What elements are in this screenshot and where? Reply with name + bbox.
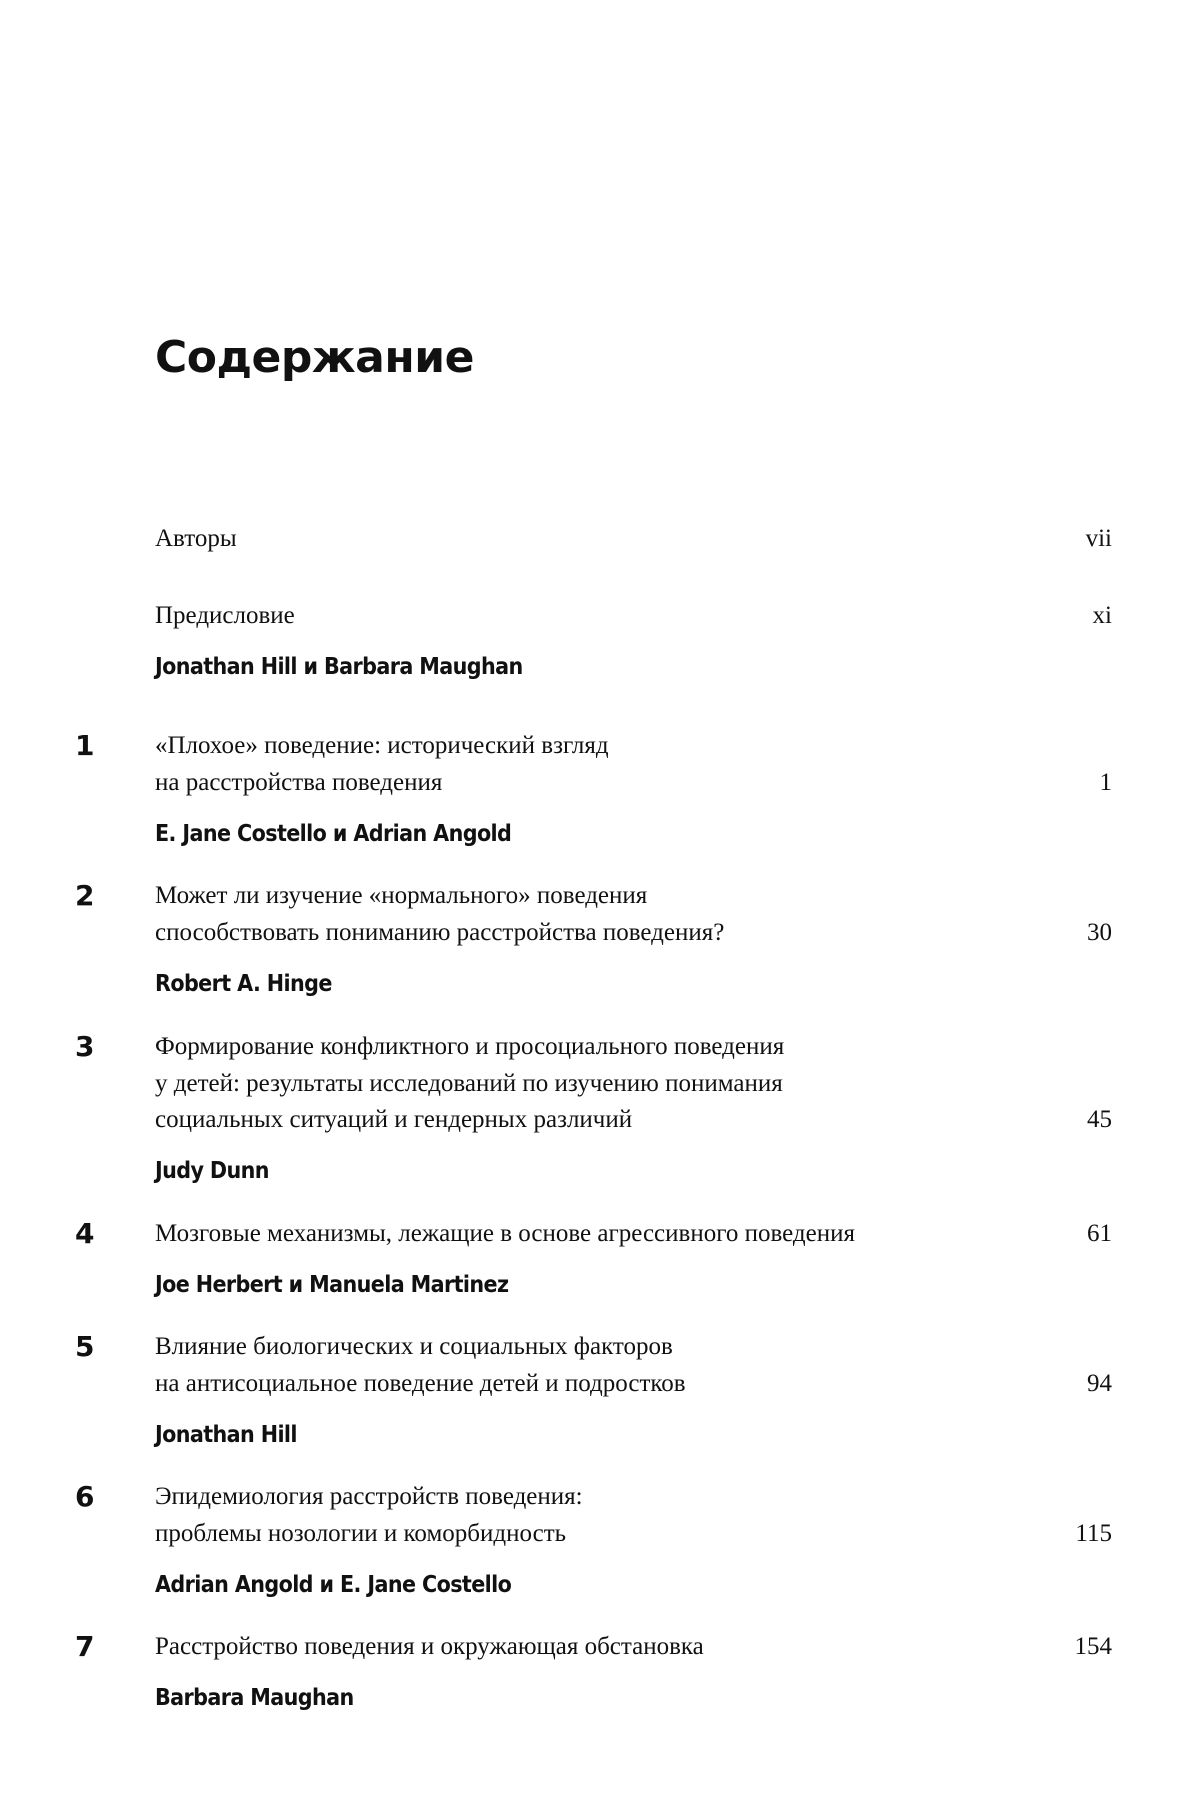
toc-entry-title: Предисловие [155,602,295,629]
chapter-number: 5 [75,1330,95,1363]
toc-entry-authors: E. Jane Costello и Adrian Angold [155,821,512,847]
toc-entry-authors: Jonathan Hill [155,1422,297,1448]
toc-entry-title: Мозговые механизмы, лежащие в основе агрессивного поведения [155,1220,855,1247]
toc-entry-authors: Jonathan Hill и Barbara Maughan [155,654,523,680]
toc-entry-title: «Плохое» поведение: исторический взгляд на расстройства поведения [155,732,609,796]
toc-entry-title: Расстройство поведения и окружающая обстановка [155,1633,704,1660]
toc-entry-authors: Robert A. Hinge [155,971,332,997]
page-title: Содержание [155,332,474,383]
toc-entry-page-number: 1 [1099,768,1112,796]
toc-entry-authors: Judy Dunn [155,1158,269,1184]
toc-entry-title: Эпидемиология расстройств поведения: проблемы нозологии и коморбидность [155,1483,583,1547]
toc-entry-page-number: vii [1085,525,1112,552]
toc-entry-title: Формирование конфликтного и просоциального поведения у детей: результаты исследований по изучению понимания социальных ситуаций и гендерных различий [155,1033,785,1133]
chapter-number: 3 [75,1030,95,1063]
toc-entry-page-number: 61 [1087,1220,1112,1247]
toc-entry-page-number: xi [1092,602,1112,629]
toc-entry-page-number: 30 [1087,918,1112,946]
chapter-number: 7 [75,1630,95,1663]
chapter-number: 1 [75,729,95,762]
toc-entry-authors: Joe Herbert и Manuela Martinez [155,1272,509,1298]
toc-entry-title: Может ли изучение «нормального» поведения способствовать пониманию расстройства поведения? [155,882,725,946]
toc-entry-page-number: 115 [1075,1519,1112,1547]
toc-entry-title: Авторы [155,525,237,552]
toc-entry-page-number: 154 [1074,1633,1112,1660]
chapter-number: 2 [75,879,95,912]
toc-entry-title: Влияние биологических и социальных факторов на антисоциальное поведение детей и подростков [155,1333,686,1397]
chapter-number: 4 [75,1217,95,1250]
toc-entry-authors: Adrian Angold и E. Jane Costello [155,1572,512,1598]
chapter-number: 6 [75,1480,95,1513]
toc-entry-authors: Barbara Maughan [155,1685,354,1711]
toc-entry-page-number: 94 [1087,1369,1112,1397]
toc-entry-page-number: 45 [1087,1106,1112,1133]
